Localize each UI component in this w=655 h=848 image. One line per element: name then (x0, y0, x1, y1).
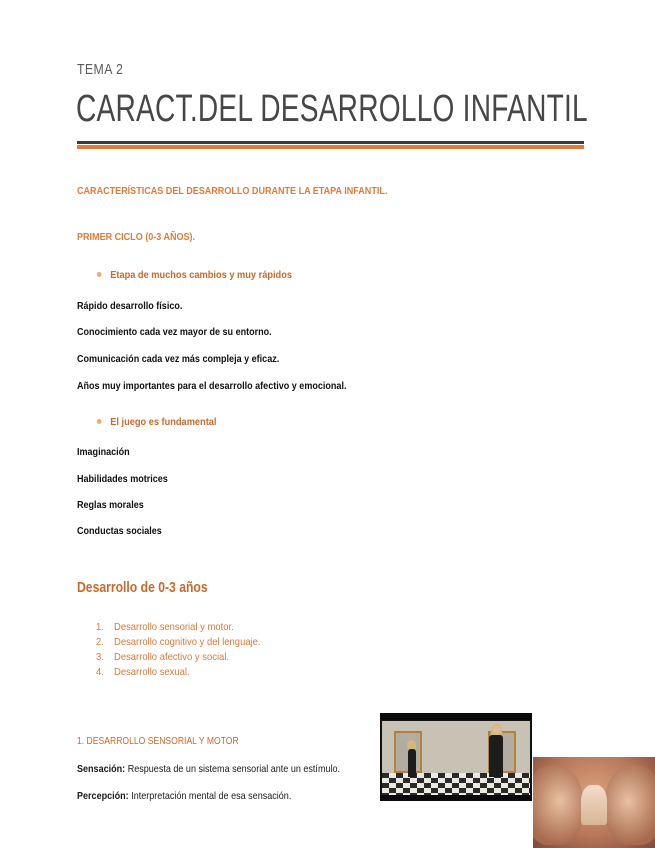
definition-row (77, 790, 291, 802)
list-item: Habilidades motrices (77, 473, 168, 485)
definition-text: Interpretación mental de esa sensación. (128, 790, 292, 802)
illusion-painting-image (533, 757, 655, 848)
numbered-item: 4. Desarrollo sexual. (96, 666, 190, 678)
definition-text: Respuesta de un sistema sensorial ante un estímulo. (125, 763, 341, 775)
document-title: CARACT.DEL DESARROLLO INFANTIL (76, 88, 588, 130)
numbered-item: 3. Desarrollo afectivo y social. (96, 651, 230, 663)
list-item: Conductas sociales (77, 525, 162, 537)
subsection-heading: 1. DESARROLLO SENSORIAL Y MOTOR (77, 736, 239, 747)
section-heading: CARACTERÍSTICAS DEL DESARROLLO DURANTE LA ETAPA INFANTIL. (77, 185, 388, 197)
topic-label: TEMA 2 (77, 61, 124, 78)
bullet-item (97, 416, 216, 428)
numbered-item: 2. Desarrollo cognitivo y del lenguaje. (96, 636, 261, 648)
list-item: Reglas morales (77, 499, 144, 511)
cycle-heading: PRIMER CICLO (0-3 AÑOS). (77, 231, 196, 243)
video-thumbnail[interactable] (380, 713, 532, 801)
definition-term: Percepción: (77, 790, 129, 802)
bullet-text: El juego es fundamental (110, 416, 217, 428)
numbered-item: 1. Desarrollo sensorial y motor. (96, 621, 234, 633)
definition-term: Sensación: (77, 763, 126, 775)
bullet-dot-icon (97, 272, 101, 277)
list-item: Rápido desarrollo físico. (77, 300, 183, 312)
bullet-item (97, 269, 292, 281)
title-divider (77, 141, 584, 149)
bullet-dot-icon (97, 419, 101, 424)
list-item: Comunicación cada vez más compleja y eficaz. (77, 353, 280, 365)
definition-row (77, 763, 340, 775)
list-item: Años muy importantes para el desarrollo afectivo y emocional. (77, 380, 347, 392)
development-list (96, 620, 279, 680)
bullet-text: Etapa de muchos cambios y muy rápidos (110, 269, 292, 281)
list-item: Conocimiento cada vez mayor de su entorno. (77, 326, 272, 338)
development-title: Desarrollo de 0-3 años (77, 580, 208, 596)
list-item: Imaginación (77, 446, 130, 458)
